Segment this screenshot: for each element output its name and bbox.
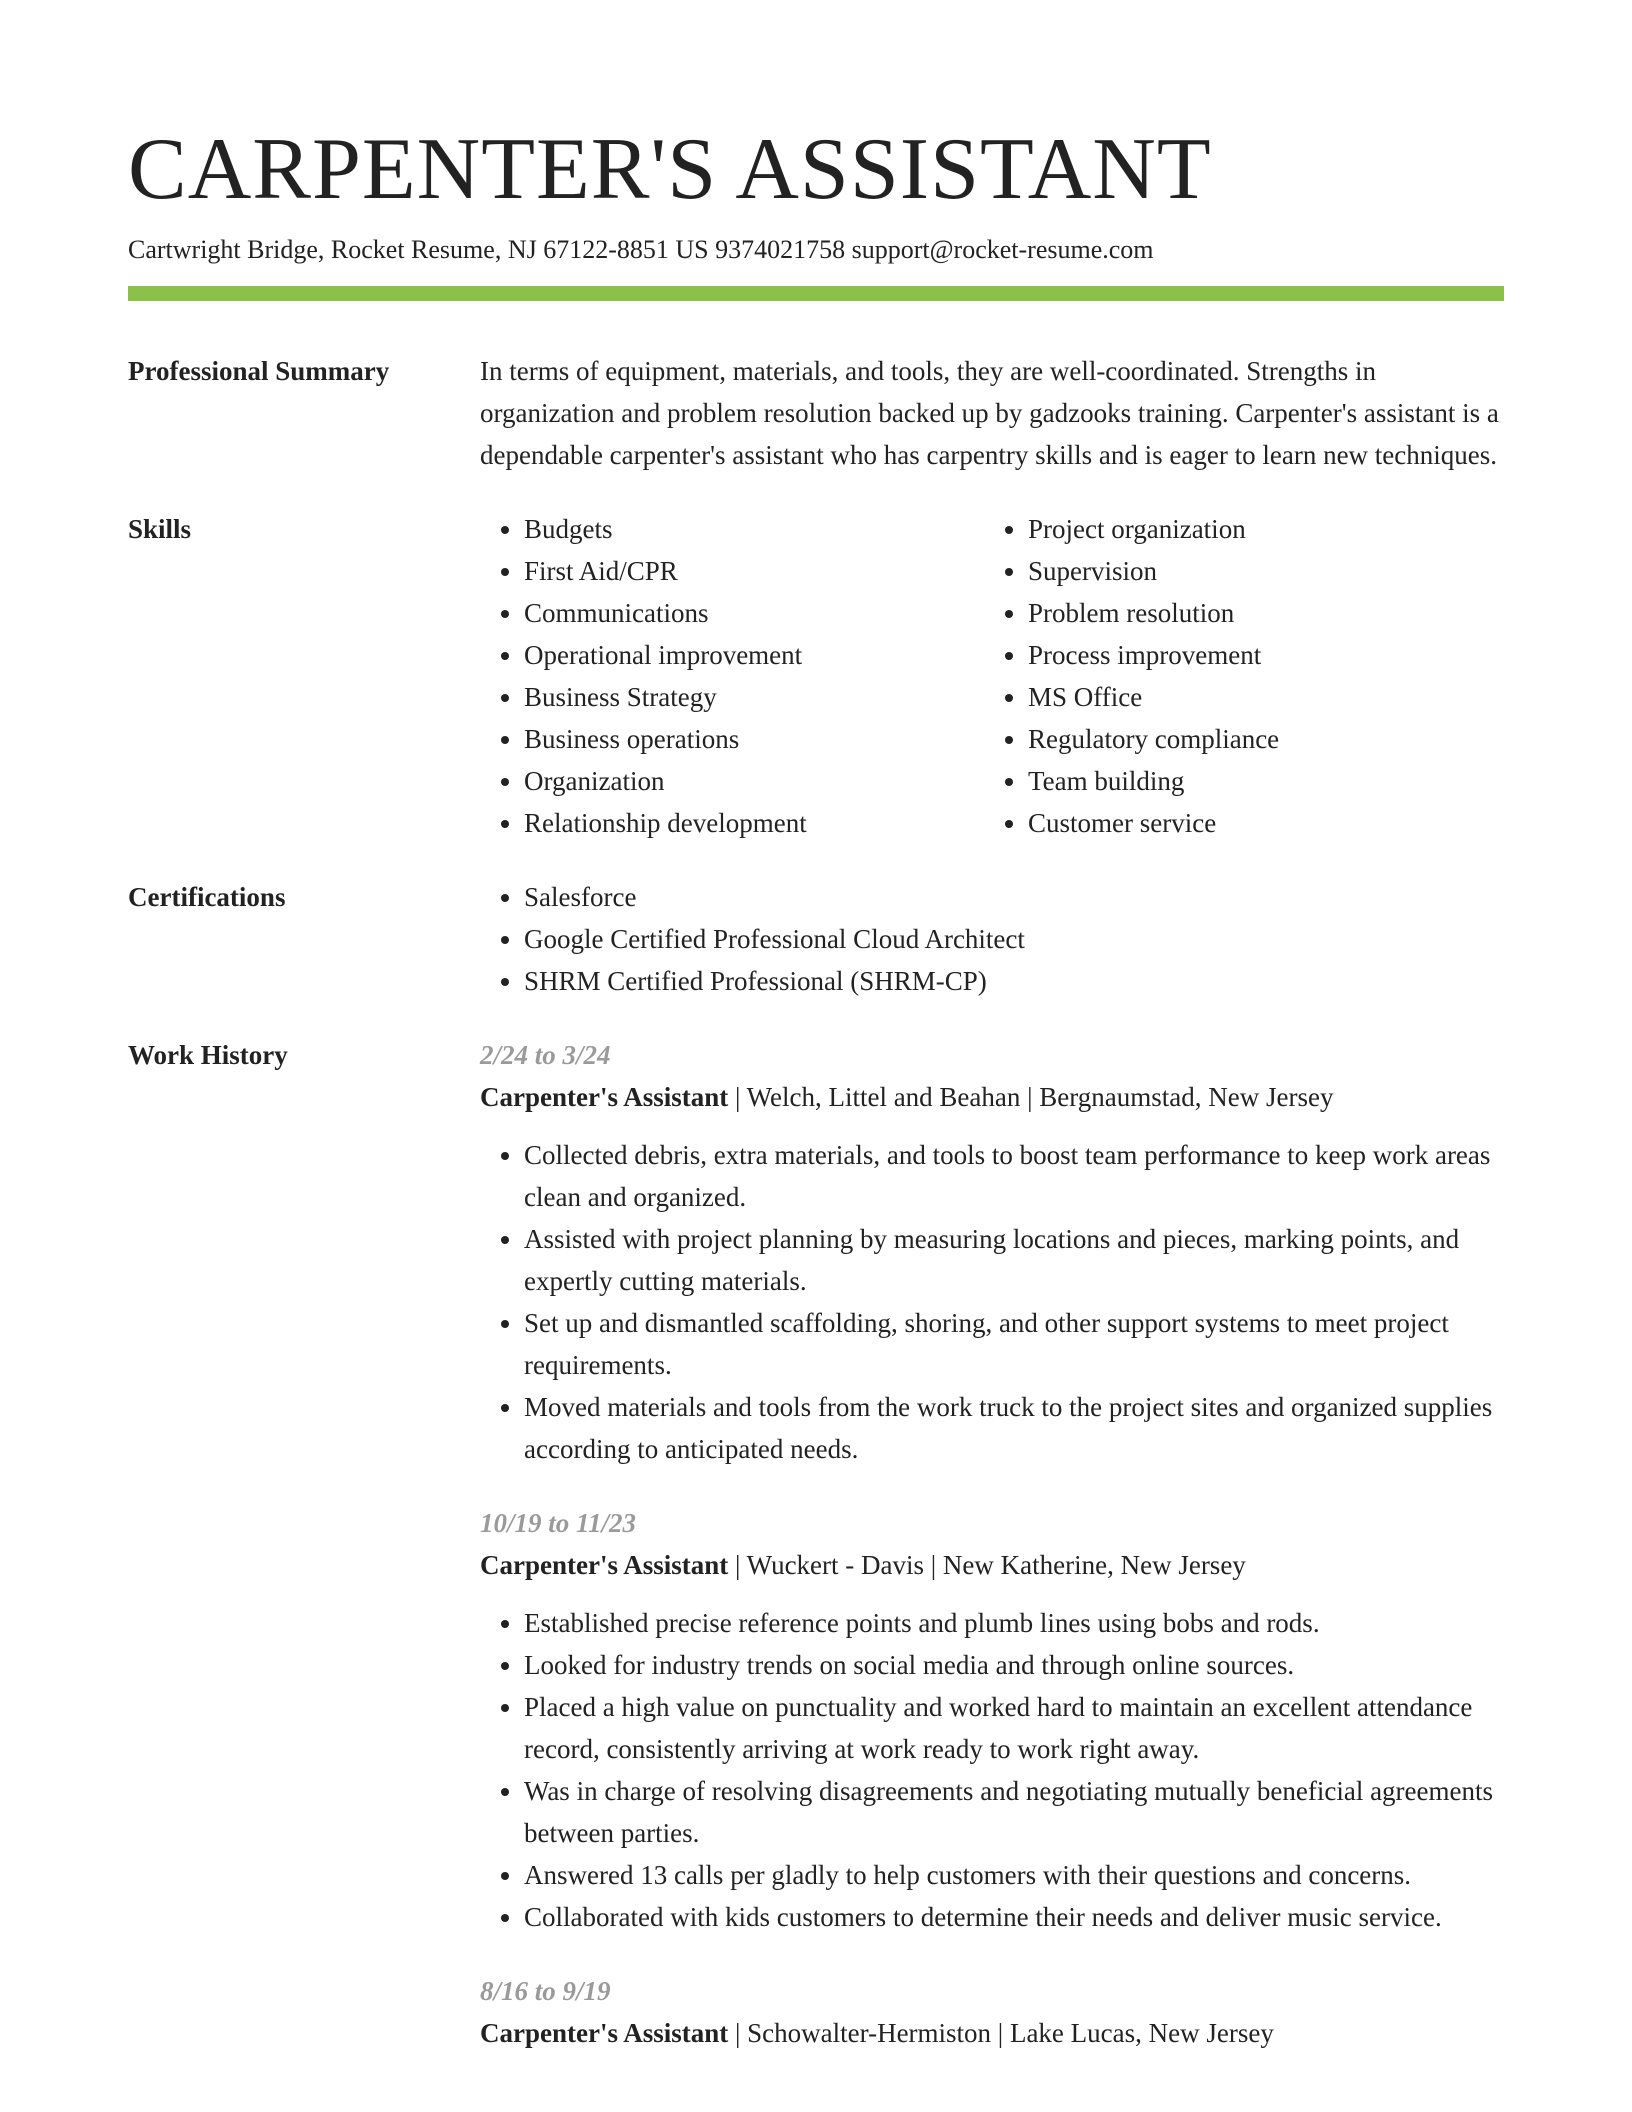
skill-item: • Regulatory compliance xyxy=(1028,718,1488,760)
skill-item: • Organization xyxy=(524,760,984,802)
skills-list-right xyxy=(984,508,1488,844)
skill-item: • First Aid/CPR xyxy=(524,550,984,592)
job-details: | Schowalter-Hermiston | Lake Lucas, New Jersey xyxy=(728,2018,1274,2048)
job-details: | Welch, Littel and Beahan | Bergnaumstad, New Jersey xyxy=(728,1082,1334,1112)
job-dates: 2/24 to 3/24 xyxy=(480,1040,611,1070)
skills-body xyxy=(480,508,1504,844)
job-dates: 8/16 to 9/19 xyxy=(480,1976,611,2006)
job-bullet: • Placed a high value on punctuality and worked hard to maintain an excellent attendance record, consistently arriving at work ready to work right away. xyxy=(524,1686,1504,1770)
contact-info: Cartwright Bridge, Rocket Resume, NJ 67122-8851 US 9374021758 support@rocket-resume.com xyxy=(128,235,1154,264)
skill-item: • Process improvement xyxy=(1028,634,1488,676)
job-bullets xyxy=(480,1602,1504,1938)
skill-item: • Operational improvement xyxy=(524,634,984,676)
job-entry xyxy=(480,1970,1504,2054)
skill-item: • MS Office xyxy=(1028,676,1488,718)
skill-item: • Budgets xyxy=(524,508,984,550)
skill-item: • Business operations xyxy=(524,718,984,760)
work-history-body xyxy=(480,1034,1504,2070)
summary-body xyxy=(480,350,1504,476)
job-title: Carpenter's Assistant xyxy=(480,1082,729,1112)
resume-sections xyxy=(128,350,1504,2102)
certifications-list xyxy=(480,876,1504,1002)
header-divider xyxy=(128,286,1504,301)
job-heading xyxy=(480,1076,1504,1118)
job-details: | Wuckert - Davis | New Katherine, New Jersey xyxy=(728,1550,1246,1580)
skill-item: • Business Strategy xyxy=(524,676,984,718)
job-bullet: • Moved materials and tools from the work truck to the project sites and organized supplies according to anticipated needs. xyxy=(524,1386,1504,1470)
skills-section xyxy=(128,508,1504,844)
skills-column-right xyxy=(984,508,1488,844)
section-label-skills: Skills xyxy=(128,514,192,544)
job-dates: 10/19 to 11/23 xyxy=(480,1508,637,1538)
job-bullet: • Collected debris, extra materials, and tools to boost team performance to keep work areas clean and organized. xyxy=(524,1134,1504,1218)
job-bullet: • Assisted with project planning by measuring locations and pieces, marking points, and expertly cutting materials. xyxy=(524,1218,1504,1302)
skill-item: • Relationship development xyxy=(524,802,984,844)
skills-column-left xyxy=(480,508,984,844)
job-bullet: • Collaborated with kids customers to determine their needs and deliver music service. xyxy=(524,1896,1504,1938)
summary-text: In terms of equipment, materials, and tools, they are well-coordinated. Strengths in organization and problem resolution backed up by gadzooks training. Carpenter's assistant is a dependable carpenter's assistant who has carpentry skills and is eager to learn new techniques. xyxy=(480,356,1499,470)
job-entry xyxy=(480,1034,1504,1470)
job-heading xyxy=(480,2012,1504,2054)
skill-item: • Supervision xyxy=(1028,550,1488,592)
skills-list-left xyxy=(480,508,984,844)
skill-item: • Communications xyxy=(524,592,984,634)
job-bullet: • Set up and dismantled scaffolding, shoring, and other support systems to meet project requirements. xyxy=(524,1302,1504,1386)
skill-item: • Project organization xyxy=(1028,508,1488,550)
summary-section xyxy=(128,350,1504,476)
job-bullet: • Looked for industry trends on social media and through online sources. xyxy=(524,1644,1504,1686)
skills-columns xyxy=(480,508,1504,844)
job-bullets xyxy=(480,1134,1504,1470)
job-title: Carpenter's Assistant xyxy=(480,2018,729,2048)
skill-item: • Team building xyxy=(1028,760,1488,802)
work-history-section xyxy=(128,1034,1504,2070)
certification-item: • Google Certified Professional Cloud Architect xyxy=(524,918,1504,960)
job-bullet: • Established precise reference points and plumb lines using bobs and rods. xyxy=(524,1602,1504,1644)
section-label-work-history: Work History xyxy=(128,1040,288,1070)
job-bullet: • Was in charge of resolving disagreements and negotiating mutually beneficial agreements between parties. xyxy=(524,1770,1504,1854)
job-title: Carpenter's Assistant xyxy=(480,1550,729,1580)
job-entry xyxy=(480,1502,1504,1938)
certifications-body xyxy=(480,876,1504,1002)
certifications-section xyxy=(128,876,1504,1002)
certification-item: • Salesforce xyxy=(524,876,1504,918)
job-bullet: • Answered 13 calls per gladly to help customers with their questions and concerns. xyxy=(524,1854,1504,1896)
section-label-summary: Professional Summary xyxy=(128,356,390,386)
skill-item: • Customer service xyxy=(1028,802,1488,844)
skill-item: • Problem resolution xyxy=(1028,592,1488,634)
job-heading xyxy=(480,1544,1504,1586)
section-label-certifications: Certifications xyxy=(128,882,286,912)
resume-name: CARPENTER'S ASSISTANT xyxy=(128,121,1212,218)
certification-item: • SHRM Certified Professional (SHRM-CP) xyxy=(524,960,1504,1002)
